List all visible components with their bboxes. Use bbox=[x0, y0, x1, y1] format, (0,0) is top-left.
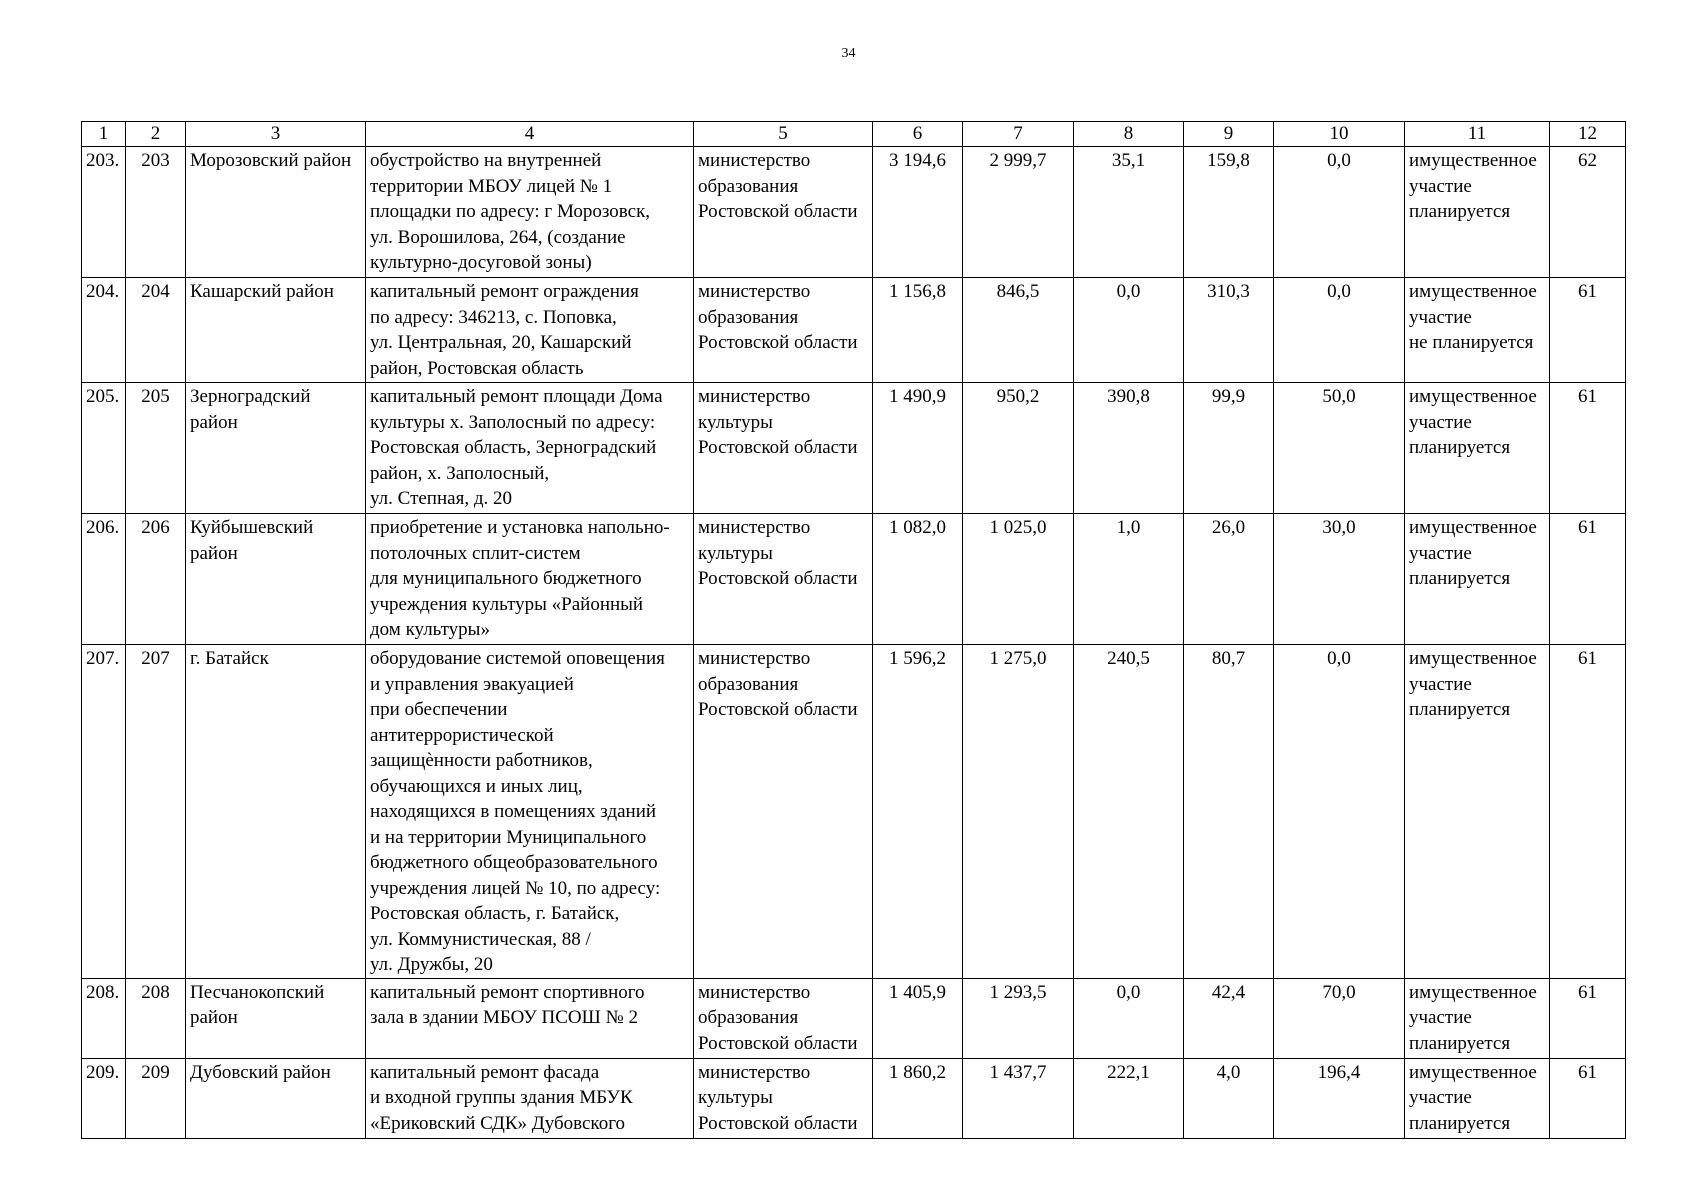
ministry-cell: министерство образования Ростовской области bbox=[694, 147, 873, 278]
value-cell: 3 194,6 bbox=[873, 147, 963, 278]
row-number: 208. bbox=[82, 978, 126, 1058]
participation-cell: имущественное участие планируется bbox=[1405, 1058, 1550, 1138]
table-row bbox=[82, 278, 1626, 383]
row-id: 208 bbox=[126, 978, 186, 1058]
value-cell: 846,5 bbox=[963, 278, 1074, 383]
district-cell: Дубовский район bbox=[186, 1058, 366, 1138]
value-cell: 61 bbox=[1550, 278, 1626, 383]
column-number: 6 bbox=[873, 122, 963, 147]
row-number: 207. bbox=[82, 645, 126, 979]
value-cell: 4,0 bbox=[1184, 1058, 1274, 1138]
row-id: 207 bbox=[126, 645, 186, 979]
column-number: 3 bbox=[186, 122, 366, 147]
description-cell: капитальный ремонт фасада и входной группы здания МБУК «Ериковский СДК» Дубовского bbox=[366, 1058, 694, 1138]
description-cell: оборудование системой оповещения и управления эвакуацией при обеспечении антитеррористической защищѐнности работников, обучающихся и иных лиц, находящихся в помещениях зданий и на территории Муниципального бюджетного общеобразовательного учреждения лицей № 10, по адресу: Ростовская область, г. Батайск, ул. Коммунистическая, 88 / ул. Дружбы, 20 bbox=[366, 645, 694, 979]
participation-cell: имущественное участие планируется bbox=[1405, 147, 1550, 278]
row-number: 205. bbox=[82, 383, 126, 514]
table-row bbox=[82, 147, 1626, 278]
value-cell: 159,8 bbox=[1184, 147, 1274, 278]
column-number: 7 bbox=[963, 122, 1074, 147]
value-cell: 61 bbox=[1550, 1058, 1626, 1138]
value-cell: 0,0 bbox=[1274, 147, 1405, 278]
description-cell: капитальный ремонт площади Дома культуры х. Заполосный по адресу: Ростовская область, Зерноградский район, х. Заполосный, ул. Степная, д. 20 bbox=[366, 383, 694, 514]
column-number: 4 bbox=[366, 122, 694, 147]
ministry-cell: министерство культуры Ростовской области bbox=[694, 1058, 873, 1138]
participation-cell: имущественное участие не планируется bbox=[1405, 278, 1550, 383]
row-id: 206 bbox=[126, 514, 186, 645]
column-number: 5 bbox=[694, 122, 873, 147]
table-row bbox=[82, 645, 1626, 979]
district-cell: Кашарский район bbox=[186, 278, 366, 383]
description-cell: обустройство на внутренней территории МБОУ лицей № 1 площадки по адресу: г Морозовск, ул. Ворошилова, 264, (создание культурно-досуговой зоны) bbox=[366, 147, 694, 278]
column-number: 11 bbox=[1405, 122, 1550, 147]
value-cell: 196,4 bbox=[1274, 1058, 1405, 1138]
row-id: 204 bbox=[126, 278, 186, 383]
description-cell: капитальный ремонт ограждения по адресу: 346213, с. Поповка, ул. Центральная, 20, Кашарский район, Ростовская область bbox=[366, 278, 694, 383]
participation-cell: имущественное участие планируется bbox=[1405, 383, 1550, 514]
district-cell: Зерноградский район bbox=[186, 383, 366, 514]
value-cell: 310,3 bbox=[1184, 278, 1274, 383]
value-cell: 61 bbox=[1550, 978, 1626, 1058]
page-number: 34 bbox=[841, 46, 856, 61]
ministry-cell: министерство образования Ростовской области bbox=[694, 278, 873, 383]
row-id: 209 bbox=[126, 1058, 186, 1138]
column-number: 10 bbox=[1274, 122, 1405, 147]
value-cell: 42,4 bbox=[1184, 978, 1274, 1058]
value-cell: 61 bbox=[1550, 514, 1626, 645]
ministry-cell: министерство образования Ростовской области bbox=[694, 978, 873, 1058]
value-cell: 30,0 bbox=[1274, 514, 1405, 645]
value-cell: 1 860,2 bbox=[873, 1058, 963, 1138]
value-cell: 1 596,2 bbox=[873, 645, 963, 979]
row-id: 205 bbox=[126, 383, 186, 514]
table-row bbox=[82, 978, 1626, 1058]
value-cell: 1 405,9 bbox=[873, 978, 963, 1058]
value-cell: 0,0 bbox=[1274, 278, 1405, 383]
table-row bbox=[82, 383, 1626, 514]
district-cell: Морозовский район bbox=[186, 147, 366, 278]
row-number: 206. bbox=[82, 514, 126, 645]
district-cell: Куйбышевский район bbox=[186, 514, 366, 645]
value-cell: 26,0 bbox=[1184, 514, 1274, 645]
value-cell: 0,0 bbox=[1274, 645, 1405, 979]
value-cell: 50,0 bbox=[1274, 383, 1405, 514]
table-row bbox=[82, 514, 1626, 645]
value-cell: 1 437,7 bbox=[963, 1058, 1074, 1138]
value-cell: 0,0 bbox=[1074, 278, 1184, 383]
value-cell: 222,1 bbox=[1074, 1058, 1184, 1138]
column-number: 2 bbox=[126, 122, 186, 147]
data-table bbox=[81, 121, 1626, 1139]
value-cell: 62 bbox=[1550, 147, 1626, 278]
value-cell: 1 490,9 bbox=[873, 383, 963, 514]
description-cell: приобретение и установка напольно- потолочных сплит-систем для муниципального бюджетного учреждения культуры «Районный дом культуры» bbox=[366, 514, 694, 645]
value-cell: 390,8 bbox=[1074, 383, 1184, 514]
value-cell: 1 156,8 bbox=[873, 278, 963, 383]
row-number: 203. bbox=[82, 147, 126, 278]
value-cell: 1 275,0 bbox=[963, 645, 1074, 979]
value-cell: 80,7 bbox=[1184, 645, 1274, 979]
value-cell: 950,2 bbox=[963, 383, 1074, 514]
value-cell: 99,9 bbox=[1184, 383, 1274, 514]
column-number: 8 bbox=[1074, 122, 1184, 147]
column-number: 1 bbox=[82, 122, 126, 147]
value-cell: 1,0 bbox=[1074, 514, 1184, 645]
row-number: 209. bbox=[82, 1058, 126, 1138]
description-cell: капитальный ремонт спортивного зала в здании МБОУ ПСОШ № 2 bbox=[366, 978, 694, 1058]
value-cell: 1 025,0 bbox=[963, 514, 1074, 645]
ministry-cell: министерство культуры Ростовской области bbox=[694, 383, 873, 514]
district-cell: г. Батайск bbox=[186, 645, 366, 979]
participation-cell: имущественное участие планируется bbox=[1405, 514, 1550, 645]
participation-cell: имущественное участие планируется bbox=[1405, 645, 1550, 979]
value-cell: 240,5 bbox=[1074, 645, 1184, 979]
ministry-cell: министерство образования Ростовской области bbox=[694, 645, 873, 979]
column-number: 9 bbox=[1184, 122, 1274, 147]
row-id: 203 bbox=[126, 147, 186, 278]
value-cell: 1 293,5 bbox=[963, 978, 1074, 1058]
ministry-cell: министерство культуры Ростовской области bbox=[694, 514, 873, 645]
table-row bbox=[82, 1058, 1626, 1138]
value-cell: 2 999,7 bbox=[963, 147, 1074, 278]
district-cell: Песчанокопский район bbox=[186, 978, 366, 1058]
value-cell: 61 bbox=[1550, 383, 1626, 514]
row-number: 204. bbox=[82, 278, 126, 383]
value-cell: 1 082,0 bbox=[873, 514, 963, 645]
column-number-row bbox=[82, 122, 1626, 147]
value-cell: 61 bbox=[1550, 645, 1626, 979]
value-cell: 0,0 bbox=[1074, 978, 1184, 1058]
participation-cell: имущественное участие планируется bbox=[1405, 978, 1550, 1058]
value-cell: 35,1 bbox=[1074, 147, 1184, 278]
column-number: 12 bbox=[1550, 122, 1626, 147]
value-cell: 70,0 bbox=[1274, 978, 1405, 1058]
